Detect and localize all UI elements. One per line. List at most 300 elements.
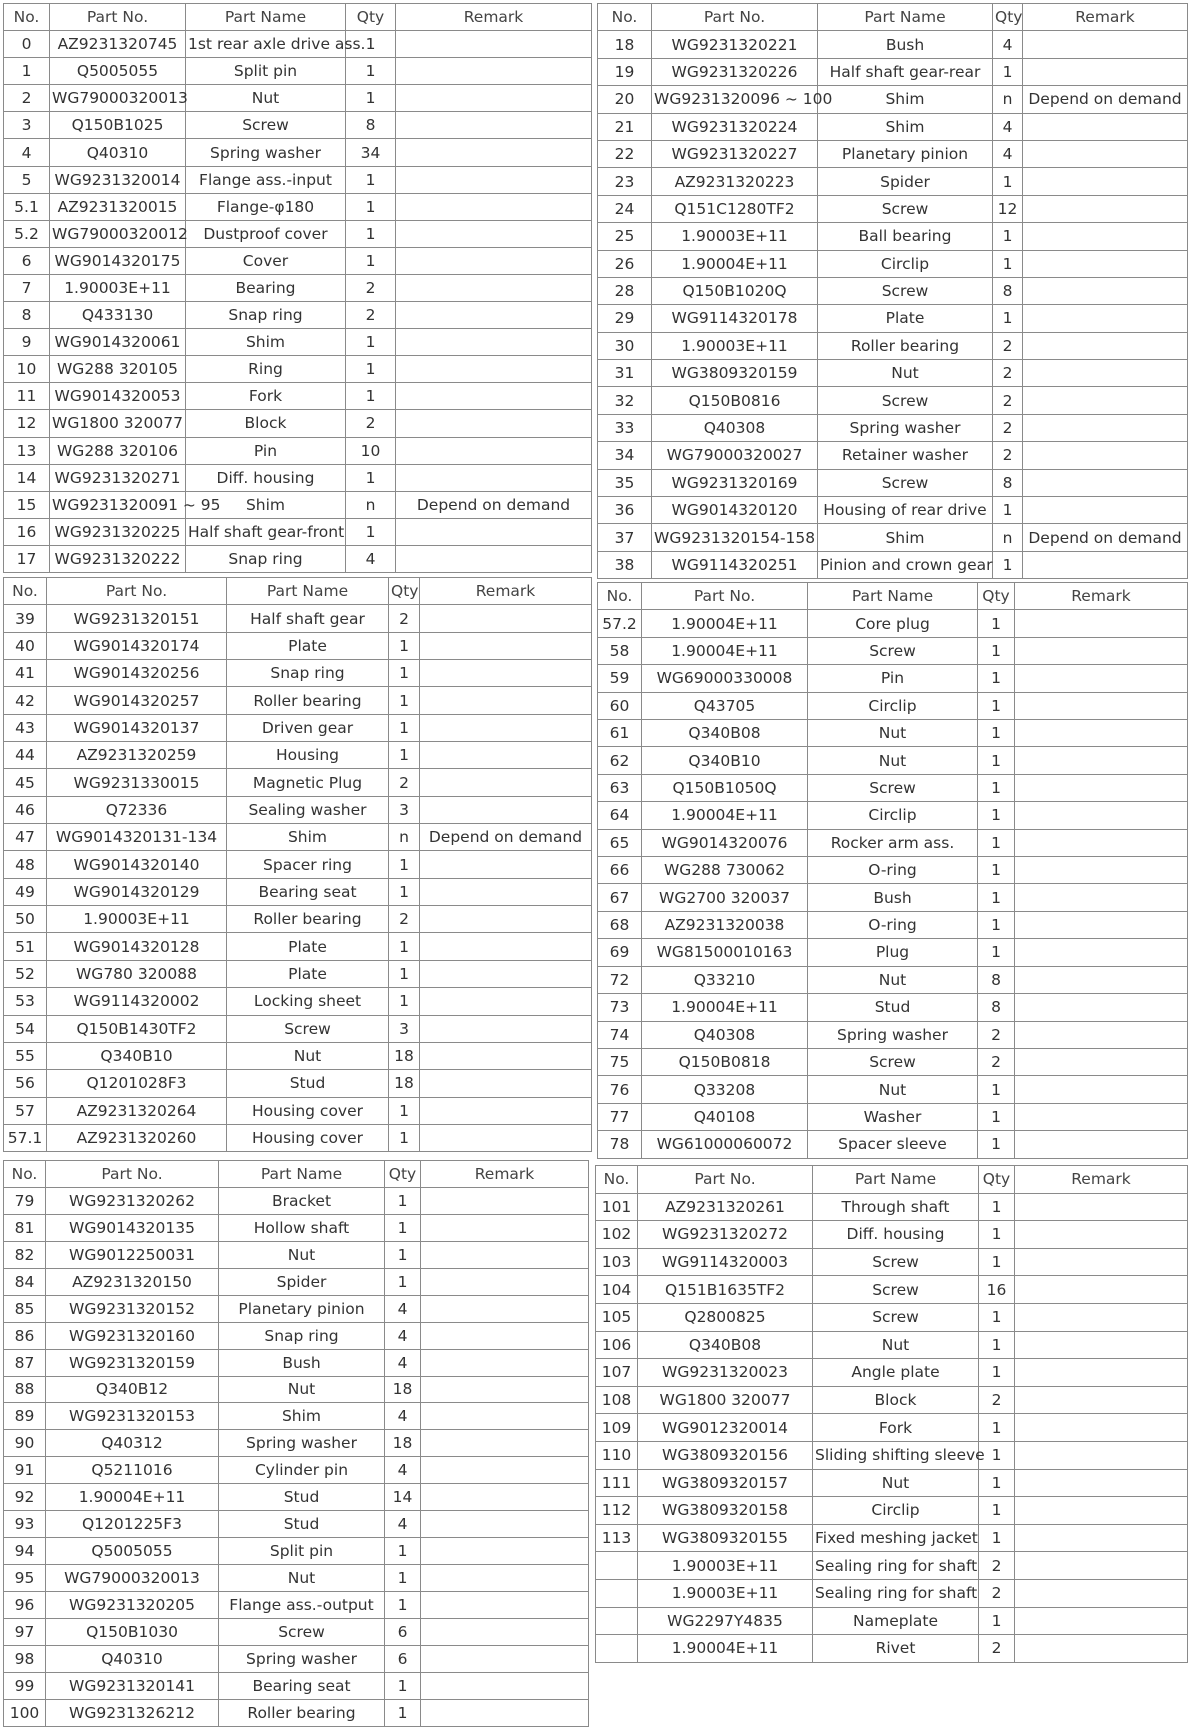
cell-remark xyxy=(396,329,592,356)
cell-qty: 1 xyxy=(978,939,1015,966)
table-row xyxy=(4,518,592,545)
cell-qty: 6 xyxy=(385,1645,421,1672)
cell-part-no: WG61000060072 xyxy=(642,1131,808,1158)
cell-qty: 18 xyxy=(385,1430,421,1457)
cell-part-no: 1.90003E+11 xyxy=(47,906,227,933)
cell-qty: 1 xyxy=(346,31,396,58)
cell-remark xyxy=(1015,1386,1188,1414)
cell-part-name: O-ring xyxy=(808,911,978,938)
cell-qty: 1 xyxy=(389,960,420,987)
table-row xyxy=(598,277,1188,304)
cell-part-no: WG9014320128 xyxy=(47,933,227,960)
cell-qty: 8 xyxy=(346,112,396,139)
cell-qty: 2 xyxy=(993,332,1023,359)
cell-part-no: WG9231320271 xyxy=(50,464,186,491)
cell-qty: 1 xyxy=(978,802,1015,829)
cell-remark xyxy=(420,1070,592,1097)
cell-no: 61 xyxy=(598,720,642,747)
cell-part-no: WG9014320129 xyxy=(47,878,227,905)
cell-part-no: WG9231320226 xyxy=(652,58,818,85)
cell-part-name: Stud xyxy=(219,1484,385,1511)
cell-part-name: Through shaft xyxy=(813,1193,979,1221)
cell-part-no: WG288 730062 xyxy=(642,857,808,884)
header-part-no: Part No. xyxy=(642,583,808,610)
cell-part-no: WG9231320153 xyxy=(46,1403,219,1430)
cell-part-name: Screw xyxy=(818,469,993,496)
cell-part-name: Plate xyxy=(227,933,389,960)
cell-remark xyxy=(420,933,592,960)
table-row xyxy=(596,1303,1188,1331)
parts-table-3 xyxy=(3,577,592,1152)
cell-no: 102 xyxy=(596,1221,638,1249)
cell-part-no: WG9114320251 xyxy=(652,551,818,578)
parts-table-4 xyxy=(597,582,1188,1159)
cell-part-name: Diff. housing xyxy=(186,464,346,491)
cell-qty: 1 xyxy=(979,1607,1015,1635)
cell-no: 28 xyxy=(598,277,652,304)
cell-no: 44 xyxy=(4,742,47,769)
header-row xyxy=(598,4,1188,31)
table-row xyxy=(596,1248,1188,1276)
cell-no: 9 xyxy=(4,329,50,356)
cell-part-name: Stud xyxy=(808,994,978,1021)
table-row xyxy=(596,1524,1188,1552)
table-row xyxy=(4,274,592,301)
table-row xyxy=(598,1131,1188,1158)
cell-part-no: 1.90003E+11 xyxy=(652,332,818,359)
cell-part-no: Q340B08 xyxy=(642,720,808,747)
table-row xyxy=(4,1268,589,1295)
cell-remark xyxy=(1015,774,1188,801)
cell-remark xyxy=(421,1430,589,1457)
cell-part-name: Washer xyxy=(808,1103,978,1130)
cell-part-no: Q5005055 xyxy=(46,1538,219,1565)
cell-qty: 1 xyxy=(346,464,396,491)
cell-qty: 1 xyxy=(346,58,396,85)
cell-part-no: Q150B1430TF2 xyxy=(47,1015,227,1042)
cell-remark xyxy=(396,58,592,85)
cell-remark xyxy=(421,1403,589,1430)
table-row xyxy=(596,1359,1188,1387)
cell-remark xyxy=(1015,1303,1188,1331)
cell-part-no: AZ9231320259 xyxy=(47,742,227,769)
cell-no: 84 xyxy=(4,1268,46,1295)
cell-part-no: 1.90003E+11 xyxy=(638,1552,813,1580)
cell-part-no: WG3809320155 xyxy=(638,1524,813,1552)
table-row xyxy=(598,720,1188,747)
header-part-name: Part Name xyxy=(186,4,346,31)
parts-table-2 xyxy=(597,3,1188,579)
cell-part-name: Shim xyxy=(186,491,346,518)
cell-qty: n xyxy=(993,86,1023,113)
cell-no: 95 xyxy=(4,1565,46,1592)
cell-part-no: 1.90003E+11 xyxy=(638,1579,813,1607)
table-row xyxy=(4,85,592,112)
cell-qty: 1 xyxy=(993,168,1023,195)
cell-qty: 1 xyxy=(385,1214,421,1241)
cell-no xyxy=(596,1607,638,1635)
table-row xyxy=(4,1124,592,1151)
header-row xyxy=(4,4,592,31)
cell-remark xyxy=(421,1241,589,1268)
table-row xyxy=(4,1241,589,1268)
cell-no: 93 xyxy=(4,1511,46,1538)
table-row xyxy=(4,660,592,687)
cell-remark xyxy=(396,383,592,410)
cell-qty: 2 xyxy=(346,410,396,437)
cell-part-name: Nut xyxy=(818,360,993,387)
cell-qty: n xyxy=(346,491,396,518)
cell-remark xyxy=(1023,469,1188,496)
table-row xyxy=(598,911,1188,938)
cell-remark xyxy=(1015,610,1188,637)
table-row xyxy=(4,329,592,356)
cell-part-name: Circlip xyxy=(808,692,978,719)
cell-part-name: Planetary pinion xyxy=(818,140,993,167)
cell-qty: 4 xyxy=(993,140,1023,167)
header-row xyxy=(598,583,1188,610)
cell-part-name: Spring washer xyxy=(219,1645,385,1672)
cell-remark xyxy=(1023,140,1188,167)
table-row xyxy=(4,742,592,769)
cell-remark xyxy=(1015,829,1188,856)
cell-remark xyxy=(396,437,592,464)
cell-qty: 8 xyxy=(978,966,1015,993)
cell-part-no: WG1800 320077 xyxy=(638,1386,813,1414)
cell-no: 12 xyxy=(4,410,50,437)
cell-remark xyxy=(1015,1331,1188,1359)
cell-part-name: Bearing seat xyxy=(227,878,389,905)
cell-no: 0 xyxy=(4,31,50,58)
cell-remark xyxy=(396,139,592,166)
cell-qty: 1 xyxy=(346,166,396,193)
cell-part-no: AZ9231320038 xyxy=(642,911,808,938)
table-row xyxy=(4,1322,589,1349)
cell-remark xyxy=(420,742,592,769)
cell-no: 3 xyxy=(4,112,50,139)
table-row xyxy=(598,195,1188,222)
cell-no: 55 xyxy=(4,1042,47,1069)
cell-remark xyxy=(420,988,592,1015)
cell-no: 75 xyxy=(598,1048,642,1075)
cell-part-no: Q150B1020Q xyxy=(652,277,818,304)
cell-no: 30 xyxy=(598,332,652,359)
cell-part-no: Q150B0816 xyxy=(652,387,818,414)
cell-part-no: WG79000320013 xyxy=(46,1565,219,1592)
cell-qty: 1 xyxy=(979,1441,1015,1469)
cell-qty: n xyxy=(993,524,1023,551)
cell-no: 20 xyxy=(598,86,652,113)
cell-remark xyxy=(1023,168,1188,195)
cell-remark xyxy=(1015,802,1188,829)
cell-remark xyxy=(1023,277,1188,304)
cell-part-name: Shim xyxy=(818,113,993,140)
cell-qty: 1 xyxy=(385,1672,421,1699)
cell-part-no: WG9231330015 xyxy=(47,769,227,796)
cell-qty: 4 xyxy=(385,1349,421,1376)
cell-part-no: Q150B0818 xyxy=(642,1048,808,1075)
cell-no: 64 xyxy=(598,802,642,829)
cell-remark xyxy=(1023,250,1188,277)
cell-remark xyxy=(421,1268,589,1295)
cell-no: 19 xyxy=(598,58,652,85)
table-row xyxy=(596,1221,1188,1249)
cell-part-name: Housing cover xyxy=(227,1097,389,1124)
cell-part-name: Split pin xyxy=(186,58,346,85)
cell-part-no: WG9014320131-134 xyxy=(47,824,227,851)
table-row xyxy=(4,1430,589,1457)
cell-part-name: O-ring xyxy=(808,857,978,884)
cell-qty: 1 xyxy=(993,250,1023,277)
table-row xyxy=(596,1414,1188,1442)
cell-part-name: Block xyxy=(186,410,346,437)
cell-part-no: 1.90004E+11 xyxy=(638,1635,813,1663)
cell-qty: 2 xyxy=(979,1386,1015,1414)
table-row xyxy=(4,193,592,220)
cell-no: 2 xyxy=(4,85,50,112)
cell-qty: 2 xyxy=(389,769,420,796)
cell-remark xyxy=(420,605,592,632)
cell-no: 108 xyxy=(596,1386,638,1414)
cell-no: 77 xyxy=(598,1103,642,1130)
cell-remark xyxy=(420,906,592,933)
cell-qty: 1 xyxy=(979,1221,1015,1249)
cell-part-no: AZ9231320015 xyxy=(50,193,186,220)
cell-qty: 1 xyxy=(389,1097,420,1124)
table-row xyxy=(596,1552,1188,1580)
cell-qty: 3 xyxy=(389,796,420,823)
header-part-name: Part Name xyxy=(219,1161,385,1188)
cell-no: 33 xyxy=(598,414,652,441)
cell-qty: 1 xyxy=(346,356,396,383)
cell-qty: 1 xyxy=(993,551,1023,578)
cell-remark xyxy=(396,220,592,247)
cell-part-no: WG2297Y4835 xyxy=(638,1607,813,1635)
cell-qty: 2 xyxy=(346,274,396,301)
cell-part-no: WG9231320222 xyxy=(50,545,186,572)
cell-part-no: Q1201225F3 xyxy=(46,1511,219,1538)
cell-part-name: Spider xyxy=(818,168,993,195)
header-row xyxy=(596,1166,1188,1194)
cell-remark xyxy=(421,1295,589,1322)
cell-remark xyxy=(1015,1248,1188,1276)
cell-remark xyxy=(1015,665,1188,692)
table-row xyxy=(4,31,592,58)
table-row xyxy=(4,1699,589,1726)
cell-remark xyxy=(420,1097,592,1124)
cell-part-name: Bracket xyxy=(219,1187,385,1214)
cell-no: 92 xyxy=(4,1484,46,1511)
cell-remark: Depend on demand xyxy=(420,824,592,851)
cell-part-name: Housing cover xyxy=(227,1124,389,1151)
cell-part-name: Sealing ring for shaft xyxy=(813,1552,979,1580)
cell-part-name: Screw xyxy=(808,774,978,801)
cell-qty: 1 xyxy=(389,714,420,741)
cell-remark xyxy=(1015,637,1188,664)
cell-no: 101 xyxy=(596,1193,638,1221)
cell-qty: 2 xyxy=(346,302,396,329)
cell-part-name: Fixed meshing jacket xyxy=(813,1524,979,1552)
cell-part-name: Hollow shaft xyxy=(219,1214,385,1241)
table-row xyxy=(4,302,592,329)
table-row xyxy=(598,469,1188,496)
cell-part-no: WG9014320175 xyxy=(50,247,186,274)
cell-part-name: Spring washer xyxy=(219,1430,385,1457)
cell-part-name: Rivet xyxy=(813,1635,979,1663)
table-row xyxy=(598,86,1188,113)
cell-qty: 1 xyxy=(993,58,1023,85)
cell-part-name: Nut xyxy=(219,1376,385,1403)
cell-qty: 2 xyxy=(993,442,1023,469)
cell-qty: 1 xyxy=(979,1359,1015,1387)
cell-remark xyxy=(421,1538,589,1565)
cell-part-no: WG780 320088 xyxy=(47,960,227,987)
cell-remark xyxy=(1015,1103,1188,1130)
cell-remark xyxy=(421,1511,589,1538)
cell-no: 113 xyxy=(596,1524,638,1552)
cell-part-name: Screw xyxy=(813,1276,979,1304)
cell-remark xyxy=(1015,1193,1188,1221)
cell-part-name: Half shaft gear-front xyxy=(186,518,346,545)
cell-no: 42 xyxy=(4,687,47,714)
cell-no: 15 xyxy=(4,491,50,518)
table-row xyxy=(598,1021,1188,1048)
cell-no: 37 xyxy=(598,524,652,551)
cell-qty: 4 xyxy=(385,1457,421,1484)
cell-no: 59 xyxy=(598,665,642,692)
cell-part-name: Rocker arm ass. xyxy=(808,829,978,856)
cell-part-no: Q340B10 xyxy=(642,747,808,774)
cell-no: 76 xyxy=(598,1076,642,1103)
header-remark: Remark xyxy=(421,1161,589,1188)
cell-part-no: AZ9231320150 xyxy=(46,1268,219,1295)
parts-table-1 xyxy=(3,3,592,573)
cell-part-name: Bush xyxy=(808,884,978,911)
cell-remark xyxy=(396,85,592,112)
table-row xyxy=(598,1048,1188,1075)
cell-qty: 1 xyxy=(978,774,1015,801)
cell-qty: 1 xyxy=(346,85,396,112)
cell-part-no: WG79000320027 xyxy=(652,442,818,469)
cell-part-no: 1.90003E+11 xyxy=(652,223,818,250)
cell-part-name: Nut xyxy=(808,966,978,993)
cell-part-no: 1.90003E+11 xyxy=(50,274,186,301)
cell-remark xyxy=(421,1349,589,1376)
cell-no: 14 xyxy=(4,464,50,491)
cell-part-no: 1.90004E+11 xyxy=(642,802,808,829)
cell-part-name: Half shaft gear xyxy=(227,605,389,632)
cell-qty: 1 xyxy=(346,247,396,274)
cell-remark xyxy=(420,632,592,659)
cell-part-no: WG9231320014 xyxy=(50,166,186,193)
cell-part-name: Angle plate xyxy=(813,1359,979,1387)
parts-table-5 xyxy=(3,1160,589,1727)
cell-no: 7 xyxy=(4,274,50,301)
cell-remark xyxy=(1015,1552,1188,1580)
cell-no: 32 xyxy=(598,387,652,414)
cell-remark xyxy=(396,274,592,301)
cell-no: 86 xyxy=(4,1322,46,1349)
cell-qty: 1 xyxy=(993,223,1023,250)
cell-part-name: Core plug xyxy=(808,610,978,637)
cell-remark xyxy=(420,960,592,987)
cell-part-name: Nut xyxy=(808,1076,978,1103)
header-no: No. xyxy=(4,1161,46,1188)
cell-part-no: Q150B1030 xyxy=(46,1618,219,1645)
cell-remark xyxy=(1015,1635,1188,1663)
cell-part-no: WG79000320013 xyxy=(50,85,186,112)
table-row xyxy=(598,829,1188,856)
cell-no: 29 xyxy=(598,305,652,332)
cell-part-no: WG9231320151 xyxy=(47,605,227,632)
cell-no: 109 xyxy=(596,1414,638,1442)
header-remark: Remark xyxy=(1015,583,1188,610)
cell-part-name: Screw xyxy=(813,1248,979,1276)
table-row xyxy=(4,1672,589,1699)
cell-remark xyxy=(396,518,592,545)
table-row xyxy=(598,524,1188,551)
table-row xyxy=(4,1349,589,1376)
cell-no: 105 xyxy=(596,1303,638,1331)
cell-remark xyxy=(420,714,592,741)
cell-part-no: AZ9231320264 xyxy=(47,1097,227,1124)
table-row xyxy=(4,960,592,987)
table-row xyxy=(598,414,1188,441)
cell-part-name: 1st rear axle drive ass. xyxy=(186,31,346,58)
cell-part-name: Housing of rear drive xyxy=(818,497,993,524)
cell-no: 56 xyxy=(4,1070,47,1097)
cell-part-no: Q150B1025 xyxy=(50,112,186,139)
cell-part-name: Snap ring xyxy=(219,1322,385,1349)
table-row xyxy=(598,774,1188,801)
cell-remark xyxy=(420,796,592,823)
cell-part-name: Ring xyxy=(186,356,346,383)
cell-qty: 1 xyxy=(389,632,420,659)
cell-no: 68 xyxy=(598,911,642,938)
table-row xyxy=(598,966,1188,993)
cell-part-name: Nut xyxy=(808,720,978,747)
table-row xyxy=(4,1511,589,1538)
cell-remark xyxy=(1023,113,1188,140)
table-row xyxy=(4,851,592,878)
cell-remark xyxy=(1015,1579,1188,1607)
cell-part-no: WG9231320169 xyxy=(652,469,818,496)
header-row xyxy=(4,578,592,605)
cell-remark xyxy=(1015,1131,1188,1158)
table-row xyxy=(4,1484,589,1511)
cell-part-no: WG9231320227 xyxy=(652,140,818,167)
header-part-name: Part Name xyxy=(808,583,978,610)
header-part-name: Part Name xyxy=(818,4,993,31)
table-row xyxy=(598,31,1188,58)
cell-part-no: WG9231320225 xyxy=(50,518,186,545)
cell-part-name: Flange ass.-input xyxy=(186,166,346,193)
cell-part-name: Snap ring xyxy=(186,545,346,572)
cell-no: 111 xyxy=(596,1469,638,1497)
cell-no: 43 xyxy=(4,714,47,741)
cell-qty: 1 xyxy=(979,1524,1015,1552)
header-no: No. xyxy=(4,578,47,605)
table-row xyxy=(4,410,592,437)
table-row xyxy=(4,1042,592,1069)
cell-remark xyxy=(1023,195,1188,222)
table-row xyxy=(4,356,592,383)
header-remark: Remark xyxy=(1023,4,1188,31)
cell-part-name: Nut xyxy=(219,1565,385,1592)
parts-table-6 xyxy=(595,1165,1188,1663)
cell-part-name: Sealing ring for shaft xyxy=(813,1579,979,1607)
table-row xyxy=(4,1015,592,1042)
